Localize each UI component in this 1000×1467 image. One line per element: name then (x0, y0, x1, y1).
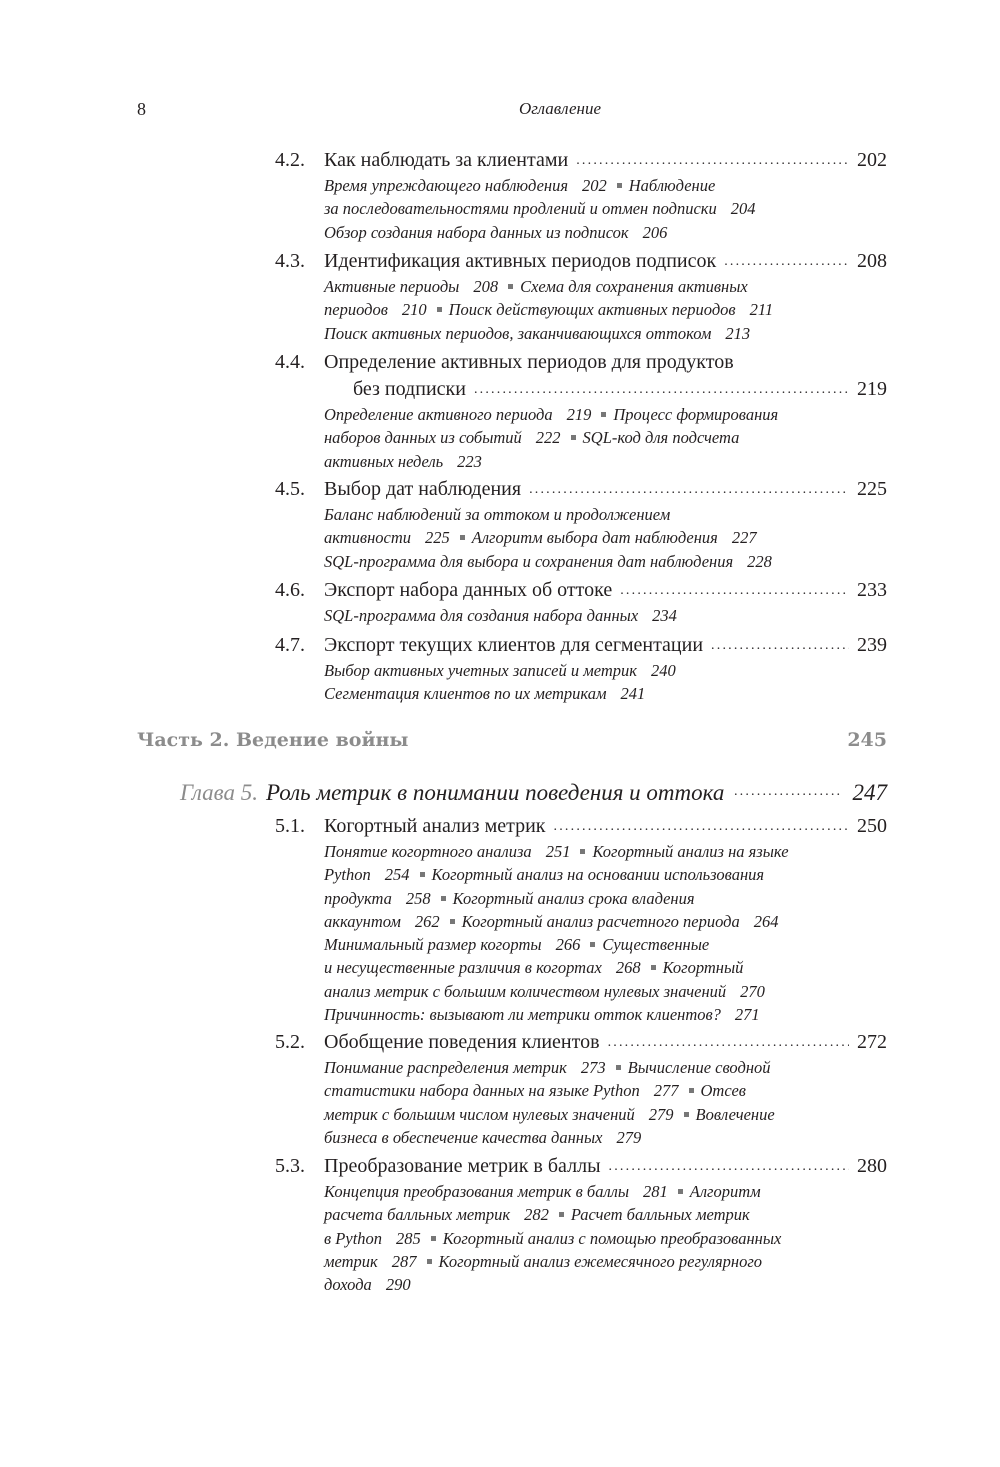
dot-leader (576, 147, 849, 174)
section-number: 5.3. (275, 1155, 305, 1177)
subsection-line (324, 933, 887, 956)
section-page: 239 (857, 634, 887, 656)
subsection-title[interactable]: Когортный (662, 958, 744, 978)
subsection-line (324, 1203, 887, 1226)
subsection-line (324, 1003, 887, 1026)
subsection-title[interactable]: Вычисление сводной (627, 1058, 771, 1077)
subsection-title[interactable]: аккаунтом (324, 911, 401, 931)
bullet-separator (571, 435, 576, 440)
section-title: Преобразование метрик в баллы (324, 1155, 601, 1177)
subsection-page: 279 (616, 1127, 642, 1147)
subsection-page: 254 (384, 865, 410, 885)
subsection-line (324, 1227, 887, 1250)
subsection-title[interactable]: метрик с большим числом нулевых значений (324, 1104, 635, 1124)
part-heading[interactable] (137, 729, 887, 757)
bullet-separator (559, 1212, 564, 1217)
bullet-separator (580, 849, 585, 854)
subsection-line (324, 682, 887, 705)
dot-leader (474, 376, 849, 403)
bullet-separator (420, 872, 425, 877)
section-page: 225 (857, 478, 887, 500)
toc-entry (275, 1153, 887, 1296)
subsection-line (324, 863, 887, 886)
subsection-page: 258 (405, 888, 431, 908)
subsection-line (324, 275, 887, 298)
subsection-title[interactable]: Поиск действующих активных периодов (448, 300, 736, 320)
subsection-title[interactable]: SQL-код для подсчета (582, 428, 740, 448)
subsection-title[interactable]: в Python (324, 1228, 383, 1248)
subsection-page: 208 (473, 277, 499, 296)
section-number: 4.4. (275, 351, 305, 373)
subsection-title[interactable]: Когортный анализ на языке (592, 842, 789, 861)
subsection-title[interactable]: Поиск активных периодов, заканчивающихся оттоком (324, 323, 712, 343)
subsection-title[interactable]: расчета балльных метрик (324, 1205, 511, 1225)
subsection-page: 287 (391, 1251, 417, 1271)
subsection-page: 262 (414, 911, 440, 931)
subsection-line (324, 956, 887, 979)
toc-entry-line[interactable] (275, 476, 887, 503)
section-number: 4.6. (275, 579, 305, 601)
toc-entry (275, 632, 887, 706)
bullet-separator (617, 183, 622, 188)
subsection-page: 277 (653, 1081, 679, 1101)
section-number: 4.2. (275, 149, 305, 171)
toc-entry-line[interactable] (275, 577, 887, 604)
subsection-title[interactable]: и несущественные различия в когортах (324, 958, 602, 978)
subsection-title[interactable]: Сегментация клиентов по их метрикам (324, 684, 607, 704)
subsection-title[interactable]: Наблюдение (628, 176, 716, 195)
subsection-title[interactable]: продукта (324, 888, 392, 908)
subsection-title[interactable]: Минимальный размер когорты (324, 935, 542, 955)
subsection-page: 290 (385, 1275, 411, 1295)
subsection-title[interactable]: Активные периоды (324, 277, 460, 296)
subsection-page: 279 (648, 1104, 674, 1124)
subsection-title[interactable]: Алгоритм выбора дат наблюдения (471, 528, 718, 548)
subsection-page: 234 (652, 606, 677, 625)
toc-entry (275, 813, 887, 1026)
section-number: 4.7. (275, 634, 305, 656)
subsection-title[interactable]: метрик (324, 1251, 378, 1271)
subsection-line (324, 980, 887, 1003)
toc-entry-line[interactable] (275, 632, 887, 659)
bullet-separator (590, 942, 595, 947)
subsection-page: 211 (749, 300, 774, 320)
subsection-title[interactable]: Когортный анализ ежемесячного регулярного (438, 1251, 763, 1271)
subsection-line (324, 1250, 887, 1273)
subsection-title[interactable]: за последовательностями продлений и отмен подписки (324, 199, 717, 219)
subsection-title[interactable]: Отсев (700, 1081, 746, 1101)
subsection-title[interactable]: Причинность: вызывают ли метрики отток клиентов? (324, 1005, 721, 1025)
subsection-page: 266 (555, 935, 581, 955)
toc-entry-line[interactable] (275, 1153, 887, 1180)
toc-entry-line[interactable] (275, 813, 887, 840)
dot-leader (608, 1029, 849, 1056)
subsection-line (324, 659, 887, 682)
subsection-title[interactable]: Когортный анализ срока владения (452, 888, 695, 908)
subsection-page: 228 (747, 551, 772, 571)
subsection-title[interactable]: Схема для сохранения активных (520, 277, 748, 296)
dot-leader (711, 632, 849, 659)
subsection-line (324, 403, 887, 426)
subsection-page: 251 (545, 842, 571, 861)
subsection-page: 264 (753, 911, 779, 931)
section-title: Экспорт набора данных об оттоке (324, 579, 613, 601)
toc-entry (275, 1029, 887, 1149)
subsection-title[interactable]: Существенные (602, 935, 710, 955)
bullet-separator (427, 1259, 432, 1264)
subsection-title[interactable]: SQL-программа для создания набора данных (324, 606, 639, 625)
toc-entry-line[interactable] (275, 248, 887, 275)
bullet-separator (601, 412, 606, 417)
subsection-line (324, 450, 887, 473)
subsection-page: 281 (643, 1182, 668, 1201)
chapter-heading[interactable] (180, 778, 887, 808)
subsection-page: 219 (566, 405, 592, 424)
dot-leader (529, 476, 849, 503)
section-title: Обобщение поведения клиентов (324, 1031, 600, 1053)
subsection-title[interactable]: Понятие когортного анализа (324, 842, 532, 861)
section-page: 202 (857, 149, 887, 171)
subsection-line (324, 1180, 887, 1203)
subsection-title[interactable]: Python (324, 865, 371, 885)
bullet-separator (460, 535, 465, 540)
section-page: 280 (857, 1155, 887, 1177)
bullet-separator (437, 307, 442, 312)
subsection-line (324, 526, 887, 549)
section-page: 250 (857, 815, 887, 837)
subsection-title[interactable]: Расчет балльных метрик (570, 1205, 750, 1225)
subsection-page: 271 (734, 1005, 760, 1025)
subsection-line (324, 887, 887, 910)
subsection-line (324, 1103, 887, 1126)
section-page: 233 (857, 579, 887, 601)
section-title-continued: без подписки (353, 378, 466, 400)
bullet-separator (508, 284, 513, 289)
subsection-title[interactable]: Концепция преобразования метрик в баллы (324, 1182, 630, 1201)
section-title: Определение активных периодов для продуктов (324, 351, 734, 373)
subsection-title[interactable]: SQL-программа для выбора и сохранения дат наблюдения (324, 551, 734, 571)
subsection-line (324, 221, 887, 244)
subsection-page: 202 (582, 176, 607, 195)
toc-entry (275, 577, 887, 627)
bullet-separator (431, 1236, 436, 1241)
subsection-title[interactable]: Обзор создания набора данных из подписок (324, 222, 629, 242)
subsection-line (324, 298, 887, 321)
bullet-separator (684, 1112, 689, 1117)
subsection-title[interactable]: активных недель (324, 451, 444, 471)
dot-leader (554, 813, 849, 840)
subsection-title[interactable]: анализ метрик с большим количеством нулевых значений (324, 981, 727, 1001)
toc-entry-line[interactable] (275, 147, 887, 174)
subsection-line (324, 1056, 887, 1079)
subsection-title[interactable]: периодов (324, 300, 388, 320)
bullet-separator (441, 896, 446, 901)
section-number: 4.3. (275, 250, 305, 272)
subsection-page: 222 (535, 428, 561, 448)
subsection-line (324, 426, 887, 449)
part-title: Часть 2. Ведение войны (137, 729, 409, 751)
subsection-page: 206 (642, 222, 668, 242)
subsection-title[interactable]: Определение активного периода (324, 405, 553, 424)
section-title: Экспорт текущих клиентов для сегментации (324, 634, 704, 656)
subsection-line (324, 840, 887, 863)
running-head: Оглавление (518, 99, 602, 118)
subsection-page: 285 (396, 1228, 421, 1248)
subsection-page: 268 (615, 958, 641, 978)
toc-entry (275, 248, 887, 345)
section-page: 272 (857, 1031, 887, 1053)
subsection-line (324, 174, 887, 197)
subsection-title[interactable]: статистики набора данных на языке Python (324, 1081, 640, 1101)
subsection-title[interactable]: Понимание распределения метрик (324, 1058, 567, 1077)
subsection-page: 282 (524, 1205, 549, 1225)
chapter-page: 247 (852, 780, 887, 805)
subsection-title[interactable]: Баланс наблюдений за оттоком и продолжением (324, 505, 671, 524)
subsection-page: 223 (457, 451, 482, 471)
subsection-title[interactable]: Когортный анализ на основании использования (431, 865, 765, 885)
toc-entry (275, 147, 887, 244)
dot-leader (609, 1153, 849, 1180)
bullet-separator (450, 919, 455, 924)
subsection-page: 204 (730, 199, 756, 219)
section-page: 208 (857, 250, 887, 272)
section-number: 5.2. (275, 1031, 305, 1053)
section-page: 219 (857, 378, 887, 400)
subsection-line (324, 197, 887, 220)
bullet-separator (678, 1189, 683, 1194)
subsection-line (324, 604, 887, 627)
chapter-title: Роль метрик в понимании поведения и оттока (266, 780, 725, 805)
subsection-title[interactable]: Когортный анализ с помощью преобразованных (442, 1228, 782, 1248)
bullet-separator (616, 1065, 621, 1070)
subsection-title[interactable]: Процесс формирования (613, 405, 779, 424)
subsection-title[interactable]: Алгоритм (689, 1182, 761, 1201)
subsection-line (324, 1079, 887, 1102)
subsection-page: 225 (425, 528, 450, 548)
section-title: Выбор дат наблюдения (324, 478, 522, 500)
subsection-title[interactable]: активности (324, 528, 412, 548)
bullet-separator (651, 965, 656, 970)
page-number: 8 (137, 99, 146, 119)
toc-entry-line[interactable] (275, 349, 887, 376)
subsection-title[interactable]: Когортный анализ расчетного периода (461, 911, 740, 931)
subsection-page: 270 (740, 981, 765, 1001)
toc-entry (275, 349, 887, 473)
subsection-line (324, 1273, 887, 1296)
subsection-page: 240 (651, 661, 676, 680)
subsection-page: 210 (401, 300, 427, 320)
toc-entry-line-continued[interactable] (275, 376, 887, 403)
subsection-title[interactable]: Вовлечение (695, 1104, 775, 1124)
subsection-page: 213 (725, 323, 751, 343)
subsection-page: 241 (620, 684, 646, 704)
subsection-line (324, 1126, 887, 1149)
subsection-title[interactable]: Выбор активных учетных записей и метрик (324, 661, 638, 680)
section-number: 4.5. (275, 478, 305, 500)
section-title: Как наблюдать за клиентами (324, 149, 569, 171)
subsection-title[interactable]: бизнеса в обеспечение качества данных (324, 1127, 603, 1147)
dot-leader (620, 577, 849, 604)
part-page: 245 (847, 729, 887, 751)
dot-leader (724, 248, 849, 275)
subsection-line (324, 503, 887, 526)
subsection-title[interactable]: наборов данных из событий (324, 428, 522, 448)
subsection-page: 227 (731, 528, 757, 548)
toc-entry-line[interactable] (275, 1029, 887, 1056)
subsection-title[interactable]: Время упреждающего наблюдения (324, 176, 569, 195)
subsection-line (324, 322, 887, 345)
subsection-title[interactable]: дохода (324, 1275, 372, 1295)
dot-leader (734, 778, 842, 808)
section-title: Идентификация активных периодов подписок (324, 250, 717, 272)
toc-entry (275, 476, 887, 573)
subsection-line (324, 910, 887, 933)
section-number: 5.1. (275, 815, 305, 837)
chapter-label: Глава 5. (180, 780, 258, 805)
section-title: Когортный анализ метрик (324, 815, 546, 837)
subsection-line (324, 550, 887, 573)
bullet-separator (689, 1088, 694, 1093)
subsection-page: 273 (580, 1058, 606, 1077)
